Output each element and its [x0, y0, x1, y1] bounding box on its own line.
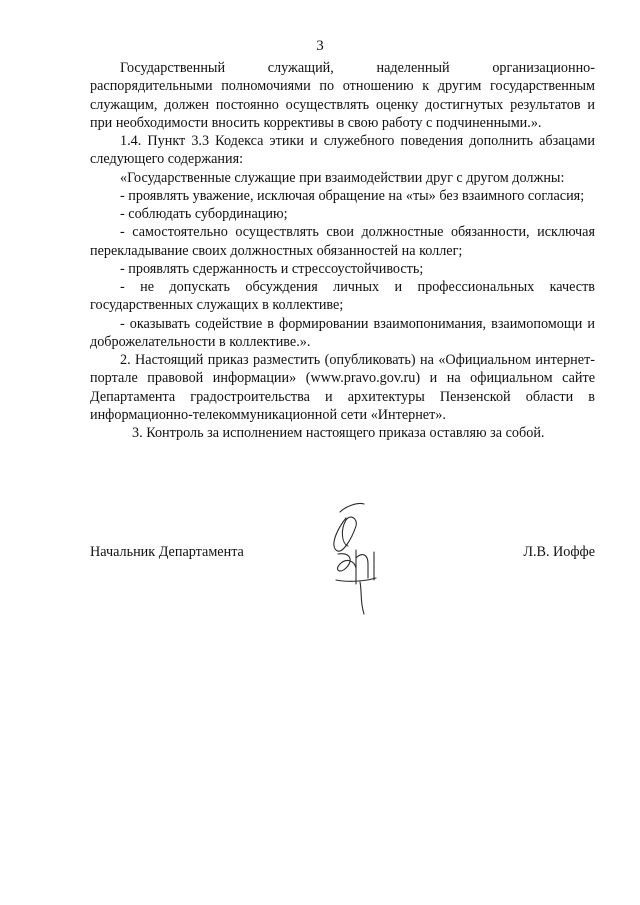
signature-stroke-upper-loop [334, 517, 356, 551]
paragraph-item-1-4: 1.4. Пункт 3.3 Кодекса этики и служебного поведения дополнить абзацами следующего содержания: [90, 133, 595, 168]
paragraph-manager-duties: Государственный служащий, наделенный организационно-распорядительными полномочиями по отношению к другим государственным служащим, должен постоянно осуществлять оценку достигнутых результатов и при необходимости вносить коррективы в свою работу с подчиненными.». [90, 60, 595, 131]
handwritten-signature [316, 498, 394, 616]
page-number: 3 [316, 38, 324, 54]
list-item-respect: - проявлять уважение, исключая обращение на «ты» без взаимного согласия; [120, 187, 585, 204]
signatory-role: Начальник Департамента [90, 544, 244, 560]
paragraph-item-2-publication: 2. Настоящий приказ разместить (опубликовать) на «Официальном интернет-портале правовой информации» (www.pravo.gov.ru) и на официальном сайте Департамента градостроительства и архитектуры Пензенской области в информационно-телекоммуникационной сети «Интернет». [90, 352, 595, 423]
signature-stroke-middle-curl [338, 554, 356, 571]
list-item-restraint: - проявлять сдержанность и стрессоустойчивость; [120, 260, 424, 277]
list-item-assistance: - оказывать содействие в формировании взаимопонимания, взаимопомощи и доброжелательности в коллективе.». [90, 315, 595, 350]
signatory-name: Л.В. Иоффе [523, 544, 595, 560]
paragraph-item-3-control: 3. Контроль за исполнением настоящего приказа оставляю за собой. [132, 425, 545, 441]
signature-stroke-tail [360, 582, 364, 614]
list-item-subordination: - соблюдать субординацию; [120, 206, 288, 222]
document-body [90, 59, 595, 442]
paragraph-interaction-intro: «Государственные служащие при взаимодействии друг с другом должны: [120, 169, 565, 186]
list-item-independent-duties: - самостоятельно осуществлять свои должностные обязанности, исключая перекладывание своих должностных обязанностей на коллег; [90, 224, 595, 259]
signature-stroke-top-flourish [340, 503, 364, 512]
list-item-no-discussion: - не допускать обсуждения личных и профессиональных качеств государственных служащих в коллективе; [90, 279, 595, 314]
